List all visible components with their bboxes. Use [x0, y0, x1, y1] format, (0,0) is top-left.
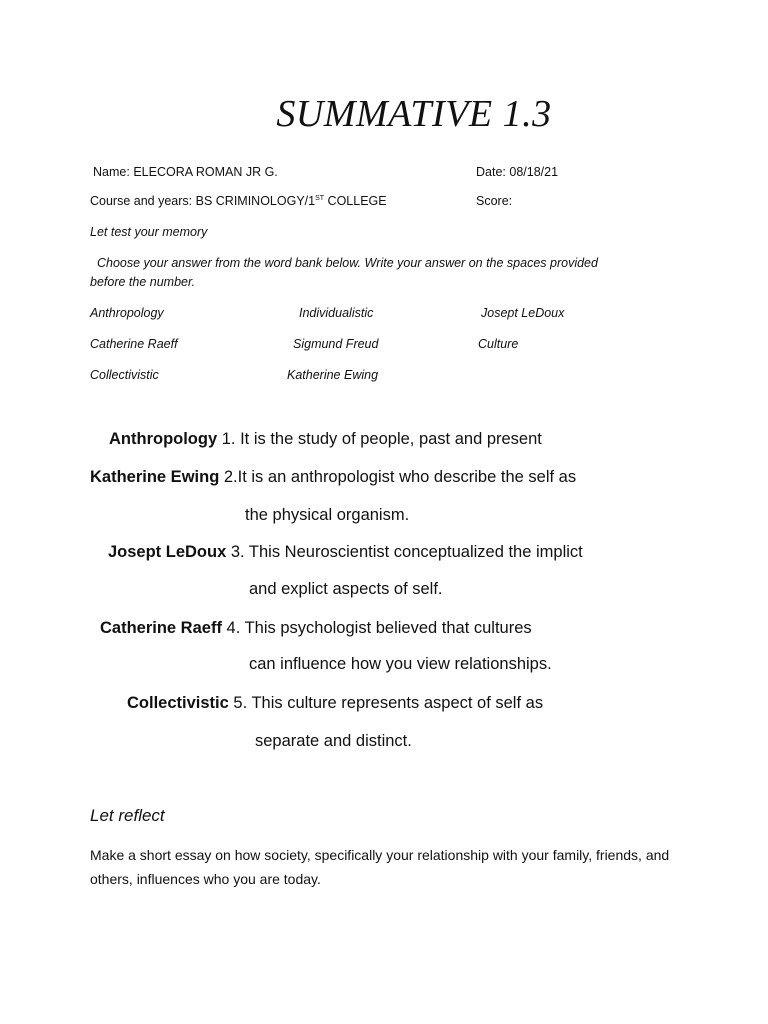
name-value: ELECORA ROMAN JR G. [133, 165, 278, 179]
answer-4: Catherine Raeff [100, 619, 222, 637]
word-bank-item: Anthropology [90, 306, 164, 320]
course-label: Course and years: [90, 194, 193, 208]
answer-2: Katherine Ewing [90, 468, 220, 486]
section-heading-memory: Let test your memory [90, 225, 208, 239]
question-2-text: 2.It is an anthropologist who describe the self as [223, 468, 577, 486]
course-value: BS CRIMINOLOGY/1 [195, 194, 316, 208]
word-bank-item: Josept LeDoux [481, 306, 565, 320]
word-bank-item: Catherine Raeff [90, 337, 178, 351]
question-2-continued: the physical organism. [245, 506, 410, 524]
question-1-text: 1. It is the study of people, past and present [221, 430, 542, 448]
word-bank-item: Individualistic [299, 306, 374, 320]
question-4-continued: can influence how you view relationships. [249, 655, 552, 673]
question-2 [90, 468, 576, 487]
date-label: Date: [476, 165, 506, 179]
question-5-continued: separate and distinct. [255, 732, 412, 750]
question-4 [100, 619, 532, 638]
word-bank-item: Culture [478, 337, 519, 351]
answer-1: Anthropology [109, 430, 218, 448]
course-suffix: COLLEGE [327, 194, 387, 208]
name-line [93, 165, 278, 179]
date-value: 08/18/21 [509, 165, 559, 179]
course-superscript: ST [315, 194, 325, 202]
question-5 [127, 694, 543, 713]
score-label: Score: [476, 194, 513, 208]
word-bank-item: Sigmund Freud [293, 337, 379, 351]
question-1 [109, 430, 542, 449]
question-3-text: 3. This Neuroscientist conceptualized the implict [230, 543, 583, 561]
instructions-line-1: Choose your answer from the word bank below. Write your answer on the spaces provided [97, 256, 598, 270]
answer-3: Josept LeDoux [108, 543, 227, 561]
question-3 [108, 543, 583, 562]
word-bank-item: Katherine Ewing [287, 368, 379, 382]
instructions-line-2: before the number. [90, 275, 196, 289]
document-title: SUMMATIVE 1.3 [276, 93, 552, 135]
answer-5: Collectivistic [127, 694, 229, 712]
question-4-text: 4. This psychologist believed that cultures [226, 619, 532, 637]
date-line [476, 165, 558, 179]
question-5-text: 5. This culture represents aspect of self as [233, 694, 544, 712]
section-heading-reflect: Let reflect [90, 806, 165, 825]
name-label: Name: [93, 165, 130, 179]
course-line [90, 194, 387, 208]
word-bank-item: Collectivistic [90, 368, 159, 382]
question-3-continued: and explict aspects of self. [249, 580, 443, 598]
essay-prompt: Make a short essay on how society, specifically your relationship with your family, friends, and others, influences who you are today. [90, 847, 670, 887]
